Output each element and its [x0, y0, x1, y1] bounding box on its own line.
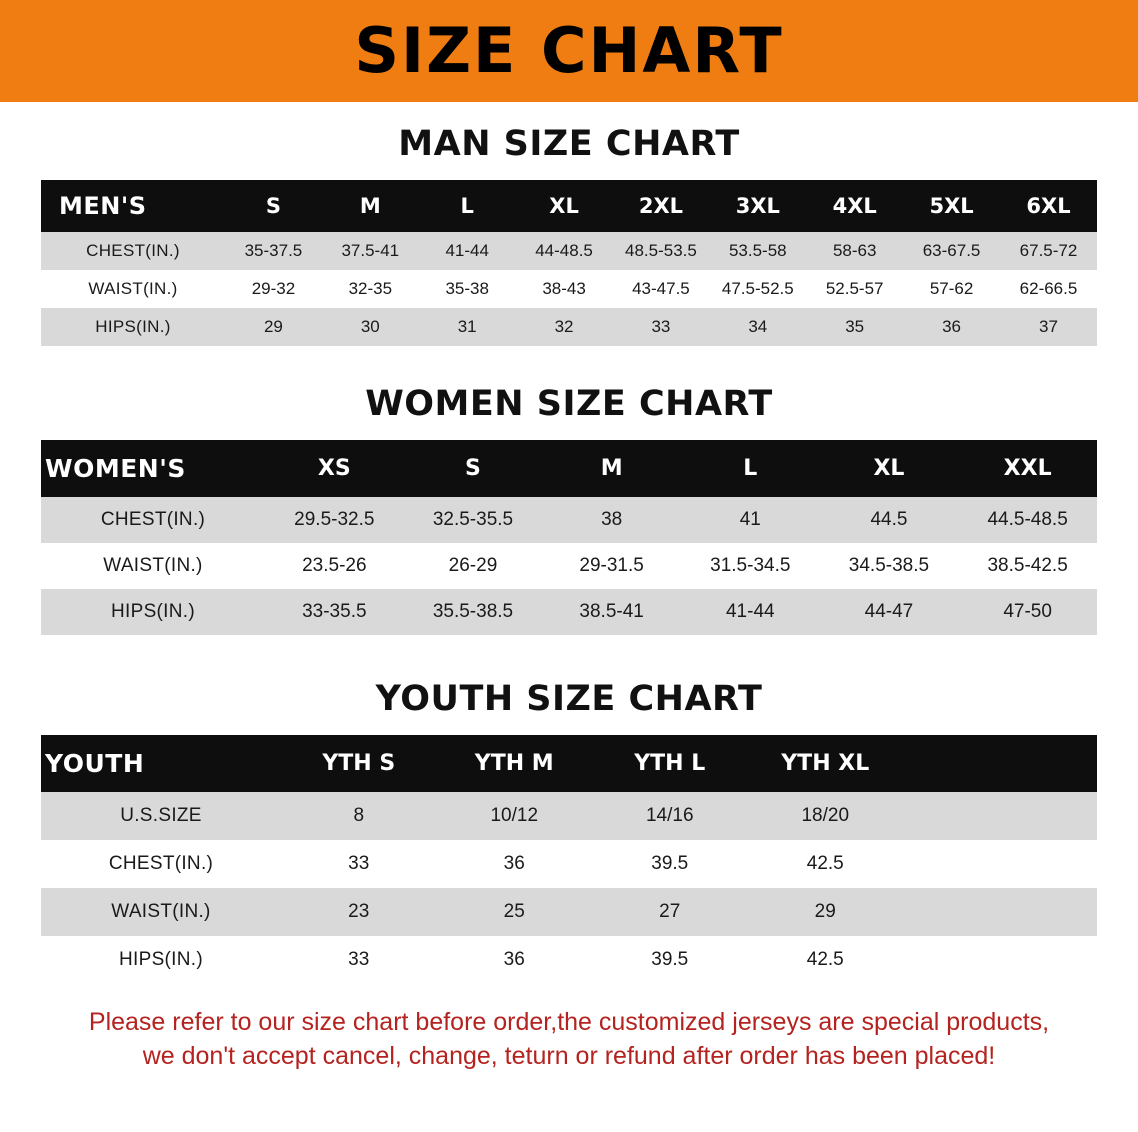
- table-row: [41, 589, 1097, 635]
- cell: 30: [322, 308, 419, 346]
- cell-empty: [903, 792, 1097, 840]
- cell: 26-29: [404, 543, 543, 589]
- cell: 41: [681, 497, 820, 543]
- cell: 31.5-34.5: [681, 543, 820, 589]
- cell: 14/16: [592, 792, 748, 840]
- cell: 31: [419, 308, 516, 346]
- table-row: [41, 888, 1097, 936]
- col-header-s: S: [404, 440, 543, 497]
- cell: 33: [281, 936, 437, 984]
- cell: 62-66.5: [1000, 270, 1097, 308]
- row-label-hips: HIPS(IN.): [41, 936, 281, 984]
- col-header-2xl: 2XL: [613, 180, 710, 232]
- cell: 33: [281, 840, 437, 888]
- cell: 27: [592, 888, 748, 936]
- banner: [0, 0, 1138, 102]
- cell: 42.5: [748, 840, 904, 888]
- cell: 35.5-38.5: [404, 589, 543, 635]
- cell: 8: [281, 792, 437, 840]
- cell: 42.5: [748, 936, 904, 984]
- cell: 44-47: [820, 589, 959, 635]
- cell: 29: [225, 308, 322, 346]
- cell: 38: [542, 497, 681, 543]
- col-header-xl: XL: [820, 440, 959, 497]
- row-label-hips: HIPS(IN.): [41, 308, 225, 346]
- col-header-yth-l: YTH L: [592, 735, 748, 792]
- table-row: [41, 840, 1097, 888]
- col-header-m: M: [542, 440, 681, 497]
- cell: 32-35: [322, 270, 419, 308]
- col-header-xs: XS: [265, 440, 404, 497]
- cell: 34.5-38.5: [820, 543, 959, 589]
- youth-section-title: YOUTH SIZE CHART: [375, 679, 763, 719]
- cell: 47.5-52.5: [709, 270, 806, 308]
- col-header-mens: MEN'S: [41, 180, 225, 232]
- cell: 41-44: [681, 589, 820, 635]
- col-header-womens: WOMEN'S: [41, 440, 265, 497]
- table-row: [41, 270, 1097, 308]
- col-header-xxl: XXL: [958, 440, 1097, 497]
- row-label-waist: WAIST(IN.): [41, 888, 281, 936]
- col-header-yth-m: YTH M: [437, 735, 593, 792]
- table-header-row: [41, 440, 1097, 497]
- disclaimer-line-2: we don't accept cancel, change, teturn or refund after order has been placed!: [142, 1041, 996, 1070]
- cell: 37.5-41: [322, 232, 419, 270]
- table-row: [41, 497, 1097, 543]
- disclaimer-note: [39, 1006, 1099, 1074]
- cell: 58-63: [806, 232, 903, 270]
- table-row: [41, 792, 1097, 840]
- cell: 29-31.5: [542, 543, 681, 589]
- cell: 44-48.5: [516, 232, 613, 270]
- row-label-hips: HIPS(IN.): [41, 589, 265, 635]
- cell-empty: [903, 888, 1097, 936]
- col-header-6xl: 6XL: [1000, 180, 1097, 232]
- cell: 34: [709, 308, 806, 346]
- cell: 33-35.5: [265, 589, 404, 635]
- cell: 29-32: [225, 270, 322, 308]
- women-size-table: [41, 440, 1097, 635]
- cell-empty: [903, 840, 1097, 888]
- cell: 38.5-42.5: [958, 543, 1097, 589]
- cell: 57-62: [903, 270, 1000, 308]
- cell: 29: [748, 888, 904, 936]
- cell: 52.5-57: [806, 270, 903, 308]
- page-title: SIZE CHART: [354, 14, 784, 87]
- cell: 41-44: [419, 232, 516, 270]
- cell: 10/12: [437, 792, 593, 840]
- man-size-table: [41, 180, 1097, 346]
- women-table-wrap: [41, 440, 1097, 635]
- col-header-4xl: 4XL: [806, 180, 903, 232]
- cell: 35: [806, 308, 903, 346]
- col-header-spacer: [903, 735, 1097, 792]
- cell: 35-37.5: [225, 232, 322, 270]
- col-header-yth-s: YTH S: [281, 735, 437, 792]
- cell: 63-67.5: [903, 232, 1000, 270]
- cell: 67.5-72: [1000, 232, 1097, 270]
- women-section-title: WOMEN SIZE CHART: [365, 384, 773, 424]
- cell: 36: [903, 308, 1000, 346]
- cell: 48.5-53.5: [613, 232, 710, 270]
- row-label-us-size: U.S.SIZE: [41, 792, 281, 840]
- cell: 44.5: [820, 497, 959, 543]
- cell: 38.5-41: [542, 589, 681, 635]
- row-label-waist: WAIST(IN.): [41, 270, 225, 308]
- cell: 44.5-48.5: [958, 497, 1097, 543]
- cell: 23.5-26: [265, 543, 404, 589]
- man-section-title: MAN SIZE CHART: [398, 124, 740, 164]
- row-label-chest: CHEST(IN.): [41, 840, 281, 888]
- cell: 38-43: [516, 270, 613, 308]
- col-header-l: L: [681, 440, 820, 497]
- col-header-xl: XL: [516, 180, 613, 232]
- table-row: [41, 308, 1097, 346]
- cell: 23: [281, 888, 437, 936]
- table-header-row: [41, 180, 1097, 232]
- youth-size-table: [41, 735, 1097, 984]
- col-header-s: S: [225, 180, 322, 232]
- cell-empty: [903, 936, 1097, 984]
- youth-table-wrap: [41, 735, 1097, 984]
- cell: 25: [437, 888, 593, 936]
- col-header-l: L: [419, 180, 516, 232]
- col-header-m: M: [322, 180, 419, 232]
- cell: 32.5-35.5: [404, 497, 543, 543]
- row-label-waist: WAIST(IN.): [41, 543, 265, 589]
- col-header-youth: YOUTH: [41, 735, 281, 792]
- man-table-wrap: [41, 180, 1097, 346]
- row-label-chest: CHEST(IN.): [41, 232, 225, 270]
- cell: 35-38: [419, 270, 516, 308]
- cell: 29.5-32.5: [265, 497, 404, 543]
- col-header-yth-xl: YTH XL: [748, 735, 904, 792]
- cell: 53.5-58: [709, 232, 806, 270]
- table-row: [41, 936, 1097, 984]
- disclaimer-line-1: Please refer to our size chart before order,the customized jerseys are special products,: [88, 1008, 1050, 1036]
- col-header-5xl: 5XL: [903, 180, 1000, 232]
- cell: 37: [1000, 308, 1097, 346]
- table-row: [41, 232, 1097, 270]
- table-row: [41, 543, 1097, 589]
- cell: 39.5: [592, 840, 748, 888]
- cell: 36: [437, 840, 593, 888]
- cell: 43-47.5: [613, 270, 710, 308]
- cell: 32: [516, 308, 613, 346]
- cell: 47-50: [958, 589, 1097, 635]
- cell: 39.5: [592, 936, 748, 984]
- table-header-row: [41, 735, 1097, 792]
- col-header-3xl: 3XL: [709, 180, 806, 232]
- row-label-chest: CHEST(IN.): [41, 497, 265, 543]
- cell: 33: [613, 308, 710, 346]
- cell: 36: [437, 936, 593, 984]
- cell: 18/20: [748, 792, 904, 840]
